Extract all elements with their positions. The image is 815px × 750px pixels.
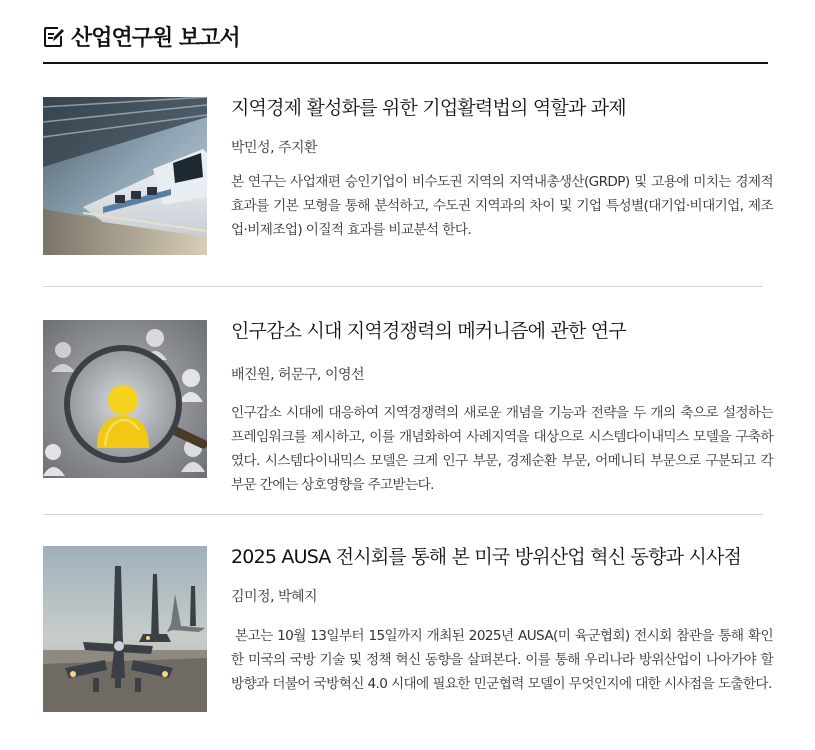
divider: [43, 514, 763, 515]
edit-note-icon: [43, 26, 65, 48]
report-item[interactable]: [43, 546, 773, 716]
report-summary: 인구감소 시대에 대응하여 지역경쟁력의 새로운 개념을 기능과 전략을 두 개의 축으로 설정하는 프레임워크를 제시하고, 이를 개념화하여 사례지역을 대상으로 시스템다이내믹스 모델을 구축하였다. 시스템다이내믹스 모델은 크게 인구 부문, 경제순환 부문, 어메니티 부문으로 구분되고 각 부문 간에는 상호영향을 주고받는다.: [231, 405, 773, 493]
report-title[interactable]: 인구감소 시대 지역경쟁력의 메커니즘에 관한 연구: [231, 320, 626, 342]
report-summary: 본 연구는 사업재편 승인기업이 비수도권 지역의 지역내총생산(GRDP) 및 고용에 미치는 경제적 효과를 기본 모형을 통해 분석하고, 수도권 지역과의 차이 및 기업 특성별(대기업·비대기업, 제조업·비제조업) 이질적 효과를 비교분석 한다.: [231, 174, 773, 238]
report-authors: 김미정, 박혜지: [231, 589, 318, 605]
report-item[interactable]: [43, 97, 773, 257]
high-speed-train-image[interactable]: [43, 97, 207, 255]
section-title: 산업연구원 보고서: [71, 26, 240, 51]
section-header: [43, 18, 768, 64]
report-title[interactable]: 2025 AUSA 전시회를 통해 본 미국 방위산업 혁신 동향과 시사점: [231, 546, 742, 568]
report-authors: 박민성, 주지환: [231, 140, 318, 156]
report-authors: 배진원, 허문구, 이영선: [231, 367, 365, 383]
report-item[interactable]: [43, 320, 773, 493]
report-title[interactable]: 지역경제 활성화를 위한 기업활력법의 역할과 과제: [231, 97, 626, 119]
magnifying-glass-figure-image[interactable]: [43, 320, 207, 478]
jet-fighters-runway-image[interactable]: [43, 546, 207, 712]
divider: [43, 286, 763, 287]
report-summary: 본고는 10월 13일부터 15일까지 개최된 2025년 AUSA(미 육군협회) 전시회 참관을 통해 확인한 미국의 국방 기술 및 정책 혁신 동향을 살펴본다. 이를 통해 우리나라 방위산업이 나아가야 할 방향과 더불어 국방혁신 4.0 시대에 필요한 민군협력 모델이 무엇인지에 대한 시사점을 도출한다.: [231, 628, 773, 692]
